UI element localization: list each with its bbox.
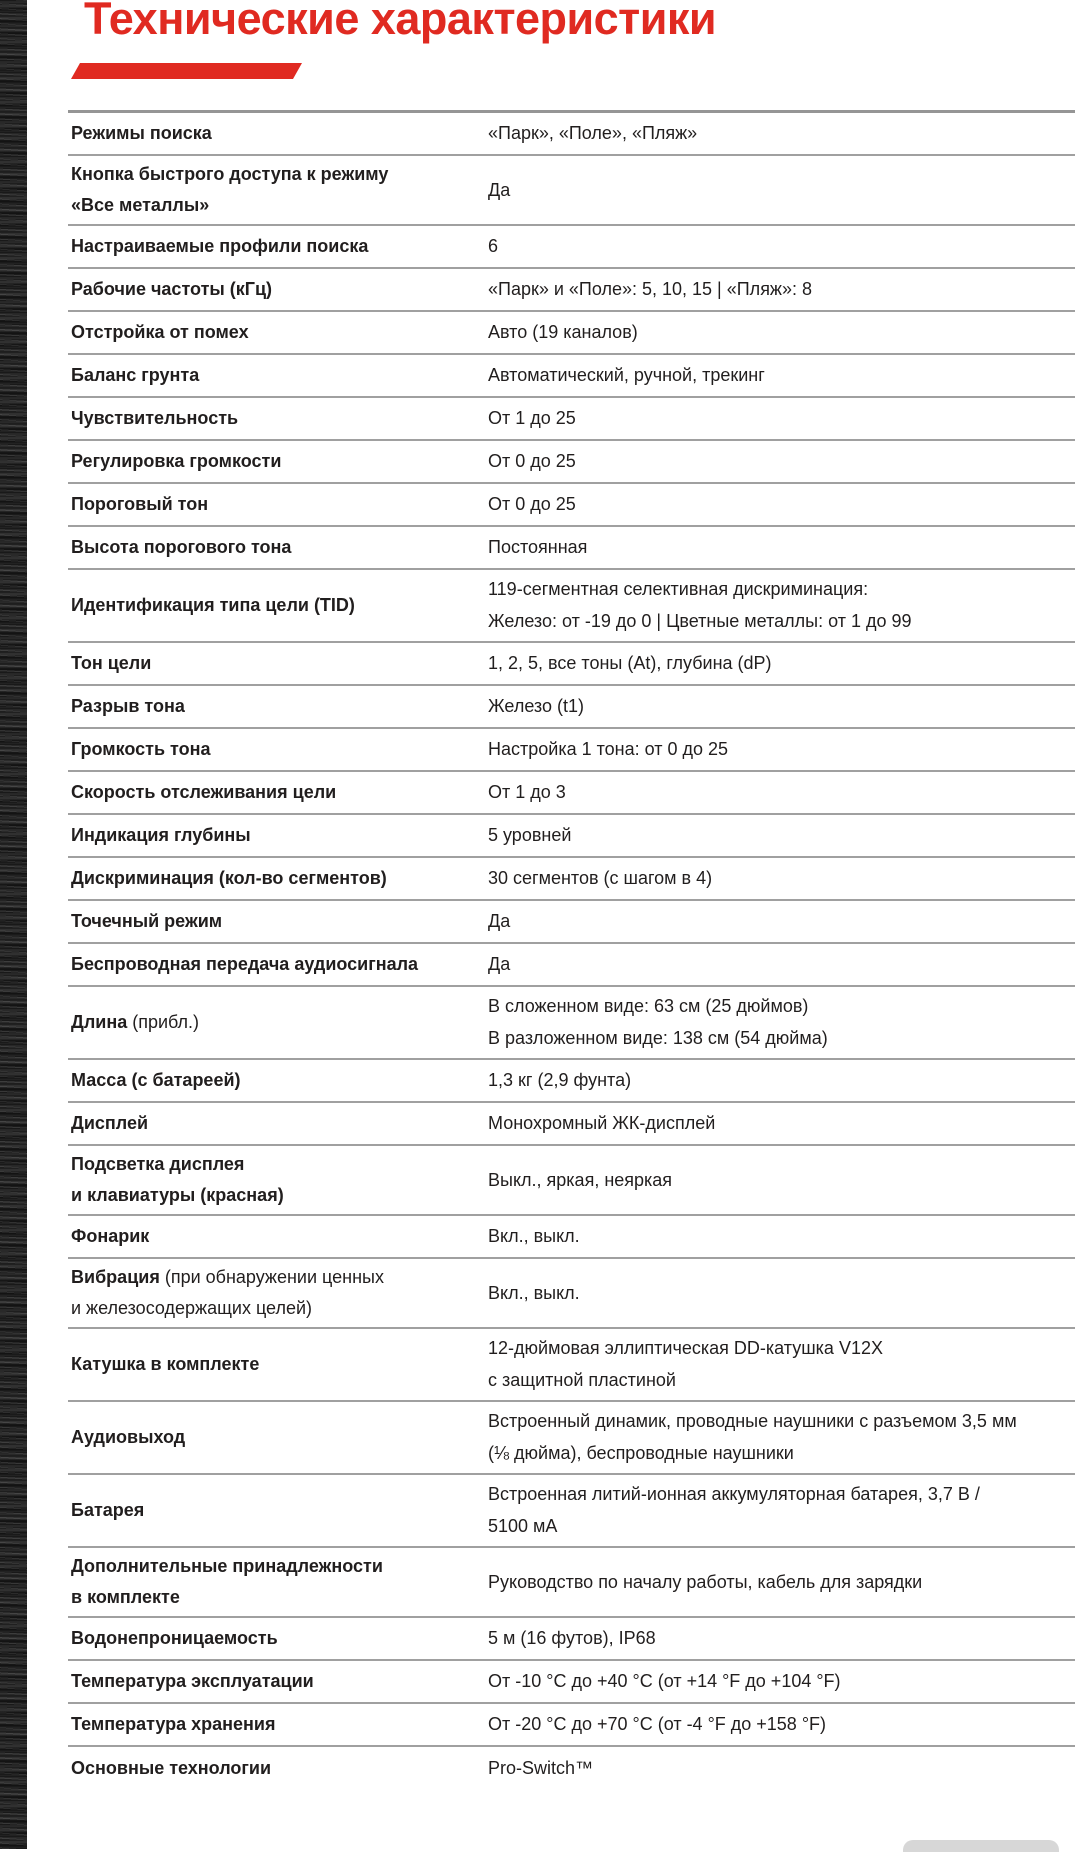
spec-value [488,1217,1075,1256]
spec-value-line: Да [488,954,511,974]
spec-label-line: Идентификация типа цели (TID) [71,595,355,615]
spec-label [68,1146,488,1214]
spec-label-line: Дополнительные принадлежности [71,1556,383,1576]
spec-row [68,815,1075,858]
spec-label [68,731,488,768]
spec-value [488,1274,1075,1313]
spec-label [68,688,488,725]
spec-value [488,644,1075,683]
spec-row [68,944,1075,987]
spec-value [488,1563,1075,1602]
spec-label-line: Температура эксплуатации [71,1671,314,1691]
spec-label [68,946,488,983]
spec-value-line: Монохромный ЖК-дисплей [488,1113,716,1133]
spec-label-line: Чувствительность [71,408,239,428]
spec-label [68,228,488,265]
spec-value-line: Руководство по началу работы, кабель для зарядки [488,1571,923,1592]
bottom-right-shape [903,1840,1059,1852]
spec-label-line: Настраиваемые профили поиска [71,236,369,256]
spec-value [488,356,1075,395]
spec-row [68,858,1075,901]
spec-row [68,113,1075,156]
spec-value-line: Встроенная литий-ионная аккумуляторная батарея, 3,7 В / [488,1484,980,1504]
spec-value [488,1402,1075,1473]
spec-value [488,902,1075,941]
page-title: Технические характеристики [84,0,717,44]
spec-label-line: Отстройка от помех [71,322,249,342]
spec-label-line: Дискриминация (кол-во сегментов) [71,868,387,888]
spec-row [68,1146,1075,1216]
spec-label [68,1548,488,1616]
spec-value [488,227,1075,266]
spec-label [68,1620,488,1657]
spec-value-line: Настройка 1 тона: от 0 до 25 [488,739,729,759]
spec-value [488,1061,1075,1100]
spec-row [68,1060,1075,1103]
spec-label [68,1663,488,1700]
spec-value-line: 1, 2, 5, все тоны (At), глубина (dP) [488,653,772,673]
spec-row [68,1475,1075,1548]
spec-label [68,314,488,351]
spec-value [488,171,1075,210]
spec-value-line: (⅛ дюйма), беспроводные наушники [488,1443,794,1463]
spec-value-line: Железо: от -19 до 0 | Цветные металлы: от 1 до 99 [488,611,912,631]
spec-label [68,1004,488,1041]
spec-row [68,1704,1075,1747]
spec-label-line: «Все металлы» [71,195,210,215]
spec-value [488,1705,1075,1744]
spec-value-line: Вкл., выкл. [488,1226,580,1246]
spec-value [488,114,1075,153]
spec-label [68,486,488,523]
spec-label-line: в комплекте [71,1587,180,1607]
spec-row [68,1618,1075,1661]
spec-value [488,313,1075,352]
spec-label-line: Высота порогового тона [71,537,292,557]
spec-label [68,443,488,480]
spec-label-line: Громкость тона [71,739,211,759]
spec-label [68,1346,488,1383]
spec-value-line: Железо (t1) [488,696,584,716]
spec-value-line: От -10 °C до +40 °C (от +14 °F до +104 °F) [488,1671,841,1691]
spec-label-line: Водонепроницаемость [71,1628,278,1648]
spec-value [488,570,1075,641]
spec-row [68,527,1075,570]
spec-row [68,441,1075,484]
spec-value-line: 30 сегментов (с шагом в 4) [488,868,713,888]
spec-label [68,645,488,682]
spec-value-line: В сложенном виде: 63 см (25 дюймов) [488,996,809,1016]
spec-value [488,687,1075,726]
spec-value-line: От -20 °C до +70 °C (от -4 °F до +158 °F) [488,1714,827,1734]
spec-value-line: Выкл., яркая, неяркая [488,1169,673,1190]
spec-label [68,1492,488,1529]
spec-value [488,816,1075,855]
spec-value-line: От 1 до 25 [488,408,576,428]
spec-label-line: Тон цели [71,653,152,673]
spec-label-line: Катушка в комплекте [71,1354,260,1374]
spec-label [68,1259,488,1327]
spec-label-line: Пороговый тон [71,494,209,514]
spec-value-line: Постоянная [488,537,588,557]
spec-label [68,1062,488,1099]
spec-label-line: Беспроводная передача аудиосигнала [71,954,419,974]
spec-row [68,1259,1075,1329]
spec-row [68,1747,1075,1790]
spec-value [488,773,1075,812]
spec-label-line: и железосодержащих целей) [71,1298,313,1318]
spec-row [68,1661,1075,1704]
spec-value [488,1329,1075,1400]
spec-row [68,1402,1075,1475]
spec-value [488,1475,1075,1546]
spec-label [68,587,488,624]
spec-value [488,987,1075,1058]
spec-label-line: Основные технологии [71,1758,272,1778]
spec-label [68,115,488,152]
spec-row [68,269,1075,312]
spec-label [68,1706,488,1743]
spec-value [488,442,1075,481]
spec-label-line: Регулировка громкости [71,451,282,471]
spec-value [488,1161,1075,1200]
spec-row [68,772,1075,815]
spec-label [68,400,488,437]
spec-label-line: Скорость отслеживания цели [71,782,337,802]
spec-row [68,987,1075,1060]
spec-label-line: Дисплей [71,1113,149,1133]
spec-row [68,312,1075,355]
spec-label-line: Режимы поиска [71,123,212,143]
spec-label-line: Подсветка дисплея [71,1154,245,1174]
spec-row [68,355,1075,398]
spec-row [68,686,1075,729]
spec-label-line: Индикация глубины [71,825,251,845]
spec-label [68,1105,488,1142]
spec-value-line: Да [488,179,511,200]
spec-label [68,774,488,811]
spec-value [488,1662,1075,1701]
spec-label-line: Батарея [71,1500,145,1520]
spec-value-line: Вкл., выкл. [488,1282,580,1303]
spec-label [68,271,488,308]
spec-value-line: От 1 до 3 [488,782,566,802]
spec-value [488,1749,1075,1788]
spec-label-line: Кнопка быстрого доступа к режиму [71,164,389,184]
spec-value-line: От 0 до 25 [488,494,576,514]
spec-value-line: 6 [488,236,499,256]
spec-value [488,945,1075,984]
spec-table [68,110,1075,1790]
spec-label-line: и клавиатуры (красная) [71,1185,284,1205]
spec-value-line: 1,3 кг (2,9 фунта) [488,1070,632,1090]
spec-value-line: «Парк», «Поле», «Пляж» [488,123,698,143]
spec-value [488,1619,1075,1658]
red-accent-bar [71,63,302,79]
spec-label [68,903,488,940]
spec-label-line: Аудиовыход [71,1427,186,1447]
spec-value-line: «Парк» и «Поле»: 5, 10, 15 | «Пляж»: 8 [488,279,812,299]
spec-value [488,1104,1075,1143]
spec-value-line: Авто (19 каналов) [488,322,638,342]
spec-label-line: Температура хранения [71,1714,276,1734]
spec-row [68,484,1075,527]
spec-label-line: Точечный режим [71,911,223,931]
spec-row [68,156,1075,226]
spec-label-line: Рабочие частоты (кГц) [71,279,273,299]
spec-label-line: Баланс грунта [71,365,200,385]
spec-value-line: 5 м (16 футов), IP68 [488,1628,656,1648]
spec-row [68,226,1075,269]
spec-value [488,730,1075,769]
spec-value [488,528,1075,567]
spec-value-line: 119-сегментная селективная дискриминация: [488,579,869,599]
spec-value-line: 12-дюймовая эллиптическая DD-катушка V12X [488,1338,883,1358]
spec-value-line: В разложенном виде: 138 см (54 дюйма) [488,1028,828,1048]
spec-value-line: Pro-Switch™ [488,1758,594,1778]
spec-row [68,1103,1075,1146]
spec-label-line: Длина (прибл.) [71,1012,200,1032]
spec-label-line: Масса (с батареей) [71,1070,241,1090]
spec-value [488,485,1075,524]
spec-value [488,859,1075,898]
spec-value-line: Автоматический, ручной, трекинг [488,365,765,385]
spec-label [68,1218,488,1255]
spec-value [488,399,1075,438]
spec-row [68,901,1075,944]
spec-value-line: 5 уровней [488,825,572,845]
spec-row [68,729,1075,772]
spec-row [68,570,1075,643]
spec-row [68,643,1075,686]
spec-label [68,860,488,897]
spec-label [68,817,488,854]
spec-row [68,1216,1075,1259]
spec-label [68,357,488,394]
spec-row [68,398,1075,441]
spec-label [68,156,488,224]
spec-label-line: Вибрация (при обнаружении ценных [71,1267,384,1287]
spec-value-line: Да [488,911,511,931]
spec-value-line: 5100 мА [488,1516,558,1536]
spec-value-line: Встроенный динамик, проводные наушники с разъемом 3,5 мм [488,1411,1017,1431]
spec-label-line: Фонарик [71,1226,150,1246]
spec-value [488,270,1075,309]
spec-row [68,1548,1075,1618]
spec-value-line: с защитной пластиной [488,1370,676,1390]
spec-label [68,1750,488,1787]
spec-value-line: От 0 до 25 [488,451,576,471]
spec-row [68,1329,1075,1402]
spec-label [68,1419,488,1456]
spec-label-line: Разрыв тона [71,696,185,716]
page-edge-texture [0,0,27,1849]
spec-label [68,529,488,566]
